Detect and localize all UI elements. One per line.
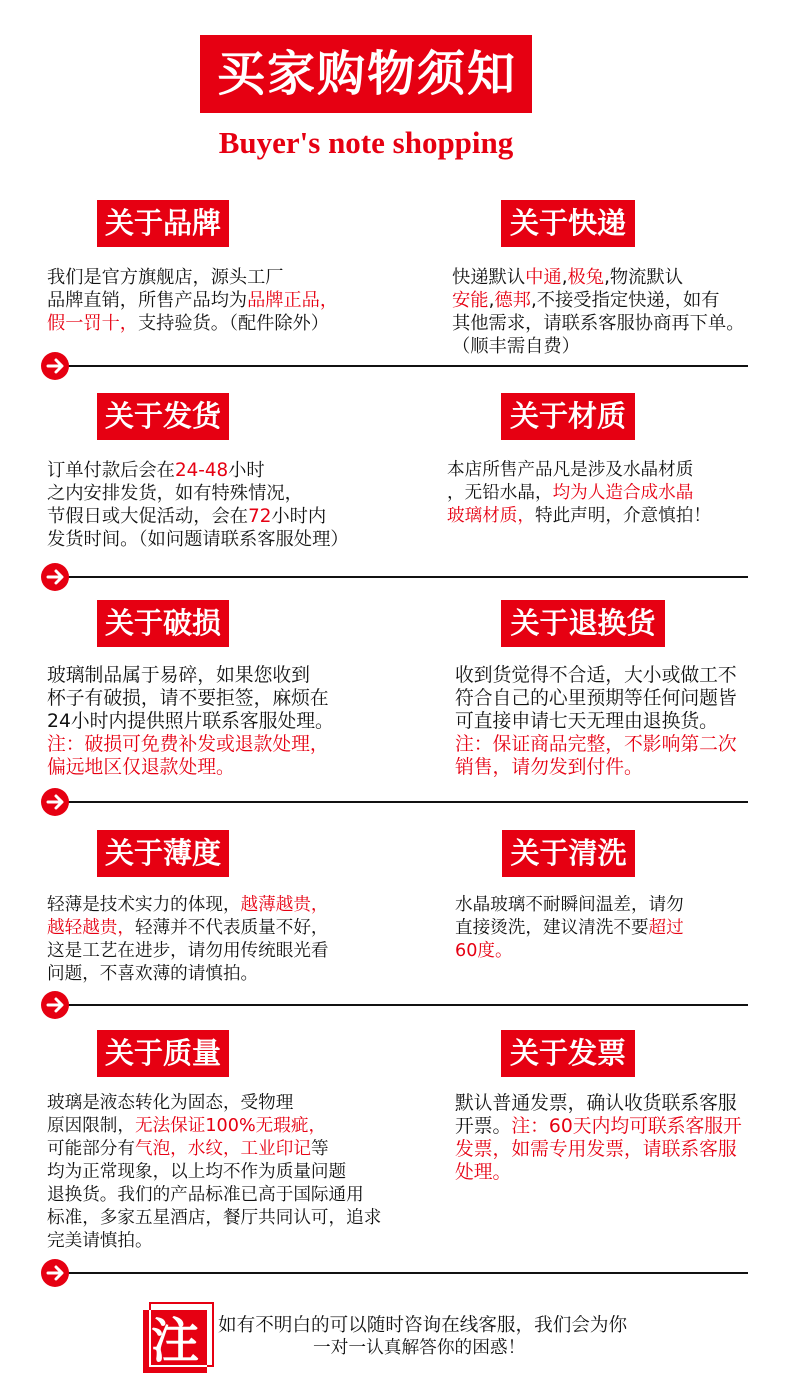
text-line	[47, 1230, 381, 1253]
divider-line	[55, 1004, 748, 1006]
section-body-express	[452, 266, 745, 358]
text-segment: 直接烫洗，建议清洗不要	[455, 918, 649, 938]
text-line	[47, 312, 338, 335]
text-line	[455, 710, 737, 733]
text-line	[455, 1092, 742, 1115]
note-badge-label: 注	[150, 1313, 199, 1369]
highlight-segment: 越薄越贵，	[240, 895, 329, 915]
footer-note-line: 如有不明白的可以随时咨询在线客服，我们会为你	[218, 1315, 628, 1336]
text-segment: 可能部分有	[47, 1139, 135, 1159]
highlight-segment: 玻璃材质，	[447, 506, 535, 526]
text-segment: 小时	[228, 460, 265, 481]
divider-line	[55, 801, 748, 803]
arrow-right-circle-icon	[40, 562, 70, 592]
text-line	[47, 1161, 381, 1184]
text-segment: 特此声明，介意慎拍！	[534, 506, 711, 526]
text-line	[47, 917, 329, 940]
text-segment: 快递默认	[452, 267, 526, 288]
text-segment: 订单付款后会在	[47, 460, 175, 481]
divider-line	[55, 1272, 748, 1274]
text-segment: 之内安排发货，如有特殊情况，	[47, 483, 303, 504]
arrow-right-circle-icon	[40, 990, 70, 1020]
text-segment: 24小时内提供照片联系客服处理。	[47, 711, 334, 732]
section-title-material: 关于材质	[501, 393, 635, 440]
page-title: 买家购物须知	[216, 46, 517, 102]
text-line	[455, 664, 737, 687]
section-title-brand: 关于品牌	[97, 200, 229, 247]
text-segment: ,	[561, 267, 568, 288]
text-segment: ,	[488, 290, 495, 311]
highlight-segment: 注：保证商品完整，不影响第二次	[455, 734, 737, 755]
text-line	[455, 894, 684, 917]
highlight-segment: 安能	[452, 290, 489, 311]
text-segment: 轻薄并不代表质量不好，	[134, 918, 329, 938]
text-line	[47, 528, 349, 551]
text-line	[47, 1138, 381, 1161]
section-title-returns: 关于退换货	[501, 600, 665, 647]
section-title-express: 关于快递	[501, 200, 635, 247]
text-line	[452, 266, 745, 289]
text-segment: 原因限制，	[47, 1116, 135, 1136]
section-body-damage	[47, 664, 334, 779]
text-segment: 轻薄是技术实力的体现，	[47, 895, 241, 915]
text-line	[47, 894, 329, 917]
text-segment: 退换货。我们的产品标准已高于国际通用	[47, 1185, 364, 1205]
text-segment: 默认普通发票，确认收货联系客服	[455, 1093, 737, 1114]
text-segment: ,物流默认	[604, 267, 683, 288]
highlight-segment: 偏远地区仅退款处理。	[47, 757, 235, 778]
text-segment: 开票。	[455, 1116, 512, 1137]
highlight-segment: 注：60天内均可联系客服开	[511, 1116, 742, 1137]
highlight-segment: 超过	[648, 918, 684, 938]
text-segment: 标准，多家五星酒店，餐厅共同认可，追求	[47, 1208, 382, 1228]
text-line	[455, 1138, 742, 1161]
text-segment: 这是工艺在进步，请勿用传统眼光看	[47, 941, 329, 961]
text-segment: 收到货觉得不合适，大小或做工不	[455, 665, 737, 686]
highlight-segment: 销售，请勿发到付件。	[455, 757, 643, 778]
highlight-segment: 72	[248, 506, 272, 527]
text-segment: 可直接申请七天无理由退换货。	[455, 711, 718, 732]
section-body-brand	[47, 266, 338, 335]
highlight-segment: 德邦	[494, 290, 531, 311]
text-segment: （顺丰需自费）	[452, 336, 580, 357]
text-segment: 品牌直销，所售产品均为	[47, 290, 248, 311]
arrow-right-circle-icon	[40, 351, 70, 381]
section-title-quality: 关于质量	[97, 1030, 229, 1077]
highlight-segment: 假一罚十，	[47, 313, 138, 334]
arrow-right-circle-icon	[40, 787, 70, 817]
text-line	[47, 1184, 381, 1207]
text-segment: 符合自己的心里预期等任何问题皆	[455, 688, 737, 709]
text-line	[47, 289, 338, 312]
title-banner	[200, 35, 532, 113]
text-line	[447, 459, 711, 482]
highlight-segment: 24-48	[174, 460, 229, 481]
section-title-invoice: 关于发票	[501, 1030, 635, 1077]
divider-line	[55, 365, 748, 367]
section-body-shipping	[47, 459, 349, 551]
text-line	[47, 266, 338, 289]
section-body-material	[447, 459, 711, 528]
section-body-cleaning	[455, 894, 684, 963]
highlight-segment: 品牌正品，	[247, 290, 339, 311]
section-title-cleaning: 关于清洗	[502, 830, 635, 877]
highlight-segment: 均为人造合成水晶	[552, 483, 694, 503]
section-title-shipping: 关于发货	[97, 393, 229, 440]
text-segment: 水晶玻璃不耐瞬间温差，请勿	[455, 895, 684, 915]
page-subtitle: Buyer's note shopping	[218, 125, 514, 160]
text-line	[455, 687, 737, 710]
text-line	[447, 505, 711, 528]
text-segment: 我们是官方旗舰店，源头工厂	[47, 267, 284, 288]
footer-note-line: 一对一认真解答你的困惑！	[313, 1338, 526, 1358]
highlight-segment: 处理。	[455, 1162, 512, 1183]
section-body-returns	[455, 664, 737, 779]
text-segment: 完美请慎拍。	[47, 1231, 153, 1251]
text-line	[47, 963, 329, 986]
text-line	[47, 1092, 381, 1115]
text-line	[452, 312, 745, 335]
text-line	[47, 687, 334, 710]
text-line	[455, 1115, 742, 1138]
text-segment: ,不接受指定快递，如有	[530, 290, 720, 311]
section-title-damage: 关于破损	[97, 600, 229, 647]
text-line	[47, 940, 329, 963]
text-segment: 玻璃是液态转化为固态，受物理	[47, 1093, 294, 1113]
text-segment: ，无铅水晶，	[447, 483, 553, 503]
text-segment: 等	[310, 1139, 329, 1159]
section-body-invoice	[455, 1092, 742, 1184]
highlight-segment: 极兔	[567, 267, 605, 288]
highlight-segment: 发票，如需专用发票，请联系客服	[455, 1139, 737, 1160]
text-segment: 均为正常现象，以上均不作为质量问题	[47, 1162, 347, 1182]
text-segment: 杯子有破损，请不要拒签，麻烦在	[47, 688, 329, 709]
text-line	[447, 482, 711, 505]
text-segment: 本店所售产品凡是涉及水晶材质	[447, 460, 694, 480]
text-segment: 玻璃制品属于易碎，如果您收到	[47, 665, 310, 686]
highlight-segment: 注：破损可免费补发或退款处理，	[47, 734, 329, 755]
text-line	[47, 733, 334, 756]
text-line	[455, 940, 684, 963]
text-segment: 节假日或大促活动，会在	[47, 506, 249, 527]
section-body-thinness	[47, 894, 329, 986]
text-line	[455, 733, 737, 756]
text-line	[452, 289, 745, 312]
highlight-segment: 无法保证100%无瑕疵，	[134, 1116, 327, 1136]
divider-line	[55, 576, 748, 578]
section-title-thinness: 关于薄度	[97, 830, 229, 877]
section-body-quality	[47, 1092, 381, 1253]
text-line	[47, 664, 334, 687]
text-segment: 小时内	[271, 506, 327, 527]
text-segment: 支持验货。（配件除外）	[137, 313, 329, 334]
text-line	[455, 756, 737, 779]
arrow-right-circle-icon	[40, 1258, 70, 1288]
highlight-segment: 60度。	[455, 941, 513, 961]
highlight-segment: 越轻越贵，	[47, 918, 135, 938]
text-line	[47, 1115, 381, 1138]
text-line	[452, 335, 745, 358]
highlight-segment: 气泡，水纹，工业印记	[134, 1139, 311, 1159]
text-segment: 问题，不喜欢薄的请慎拍。	[47, 964, 259, 984]
text-line	[47, 1207, 381, 1230]
highlight-segment: 中通	[525, 267, 562, 288]
text-line	[455, 917, 684, 940]
text-segment: 发货时间。（如问题请联系客服处理）	[47, 529, 349, 550]
text-line	[47, 710, 334, 733]
text-line	[47, 505, 349, 528]
text-line	[455, 1161, 742, 1184]
text-segment: 其他需求，请联系客服协商再下单。	[452, 313, 745, 334]
text-line	[47, 482, 349, 505]
text-line	[47, 459, 349, 482]
text-line	[47, 756, 334, 779]
